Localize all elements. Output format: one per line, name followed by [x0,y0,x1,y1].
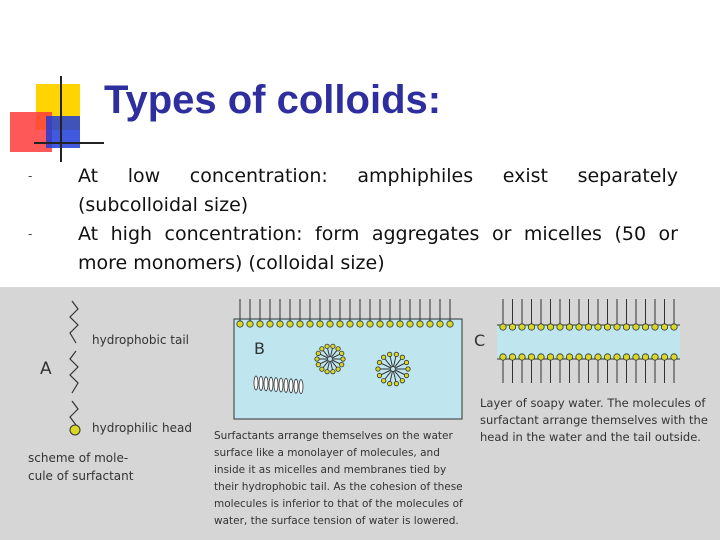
surfactant-unit [604,299,610,330]
panel-c-caption: Layer of soapy water. The molecules of surfactant arrange themselves with the head in the water and the tail outside. [480,396,708,444]
surfactant-unit [528,299,534,330]
surfactant-unit [357,299,363,327]
bullet-item [28,162,678,220]
surfactant-unit [347,299,353,327]
surfactant-unit [519,299,525,330]
surfactant-unit [417,299,423,327]
surfactant-unit [595,354,601,383]
surfactant-unit [307,299,313,327]
surfactant-unit [595,299,601,330]
surfactant-unit [557,354,563,383]
surfactant-unit [317,299,323,327]
surfactant-unit [500,354,506,383]
surfactant-unit [437,299,443,327]
surfactant-unit [652,354,658,383]
surfactant-unit [257,299,263,327]
surfactant-unit [337,299,343,327]
surfactant-unit [585,299,591,330]
bullet-item [28,220,678,278]
surfactant-unit [661,299,667,330]
panel-a-caption-line1: scheme of mole- [28,451,129,465]
surfactant-unit [614,299,620,330]
tail-label: hydrophobic tail [92,333,189,347]
surfactant-molecule [70,301,80,435]
surfactant-unit [623,354,629,383]
surfactant-unit [237,299,243,327]
surfactant-unit [661,354,667,383]
soap-film [497,299,680,383]
bullet-marker: - [28,169,33,183]
panel-a-caption-line2: cule of surfactant [28,469,134,483]
bullet-list [28,162,678,278]
surfactant-unit [397,299,403,327]
surfactant-unit [604,354,610,383]
water-container [234,299,462,419]
surfactant-unit [547,354,553,383]
surfactant-figure [0,287,720,540]
surfactant-unit [642,354,648,383]
surfactant-unit [267,299,273,327]
surfactant-unit [576,354,582,383]
surfactant-unit [633,354,639,383]
panel-a-letter: A [40,359,52,379]
surfactant-unit [247,299,253,327]
surfactant-unit [367,299,373,327]
panel-c-letter: C [474,331,486,350]
surfactant-unit [566,299,572,330]
panel-b-caption: Surfactants arrange themselves on the water surface like a monolayer of molecules, and inside it as micelles and membranes tied by their hydrophobic tail. As the cohesion of these molecules is inferior to that of the molecules of water, the surface tension of water is lowered. [214,430,463,527]
surfactant-unit [519,354,525,383]
surfactant-unit [528,354,534,383]
surfactant-unit [500,299,506,330]
surfactant-unit [297,299,303,327]
surfactant-unit [547,299,553,330]
surfactant-unit [387,299,393,327]
surfactant-unit [614,354,620,383]
panel-b-letter: B [254,339,265,358]
surfactant-unit [585,354,591,383]
bullet-text: At low concentration: amphiphiles exist separately (subcolloidal size) [78,165,678,216]
surfactant-unit [557,299,563,330]
bullet-marker: - [28,227,33,241]
surfactant-unit [538,299,544,330]
surfactant-unit [407,299,413,327]
surfactant-unit [642,299,648,330]
surfactant-unit [576,299,582,330]
slide-title: Types of colloids: [104,78,442,122]
bullet-text: At high concentration: form aggregates or micelles (50 or more monomers) (colloidal size) [78,223,678,274]
surfactant-unit [377,299,383,327]
head-label: hydrophilic head [92,421,192,435]
surfactant-unit [287,299,293,327]
deco-vertical-line [60,76,62,162]
surfactant-unit [427,299,433,327]
surfactant-unit [509,299,515,330]
surfactant-unit [623,299,629,330]
surfactant-unit [671,299,677,330]
surfactant-unit [566,354,572,383]
surfactant-unit [671,354,677,383]
surfactant-unit [633,299,639,330]
surfactant-unit [538,354,544,383]
deco-horizontal-line [34,142,104,144]
surfactant-unit [327,299,333,327]
surfactant-unit [447,299,453,327]
surfactant-unit [652,299,658,330]
surfactant-unit [509,354,515,383]
surfactant-unit [277,299,283,327]
